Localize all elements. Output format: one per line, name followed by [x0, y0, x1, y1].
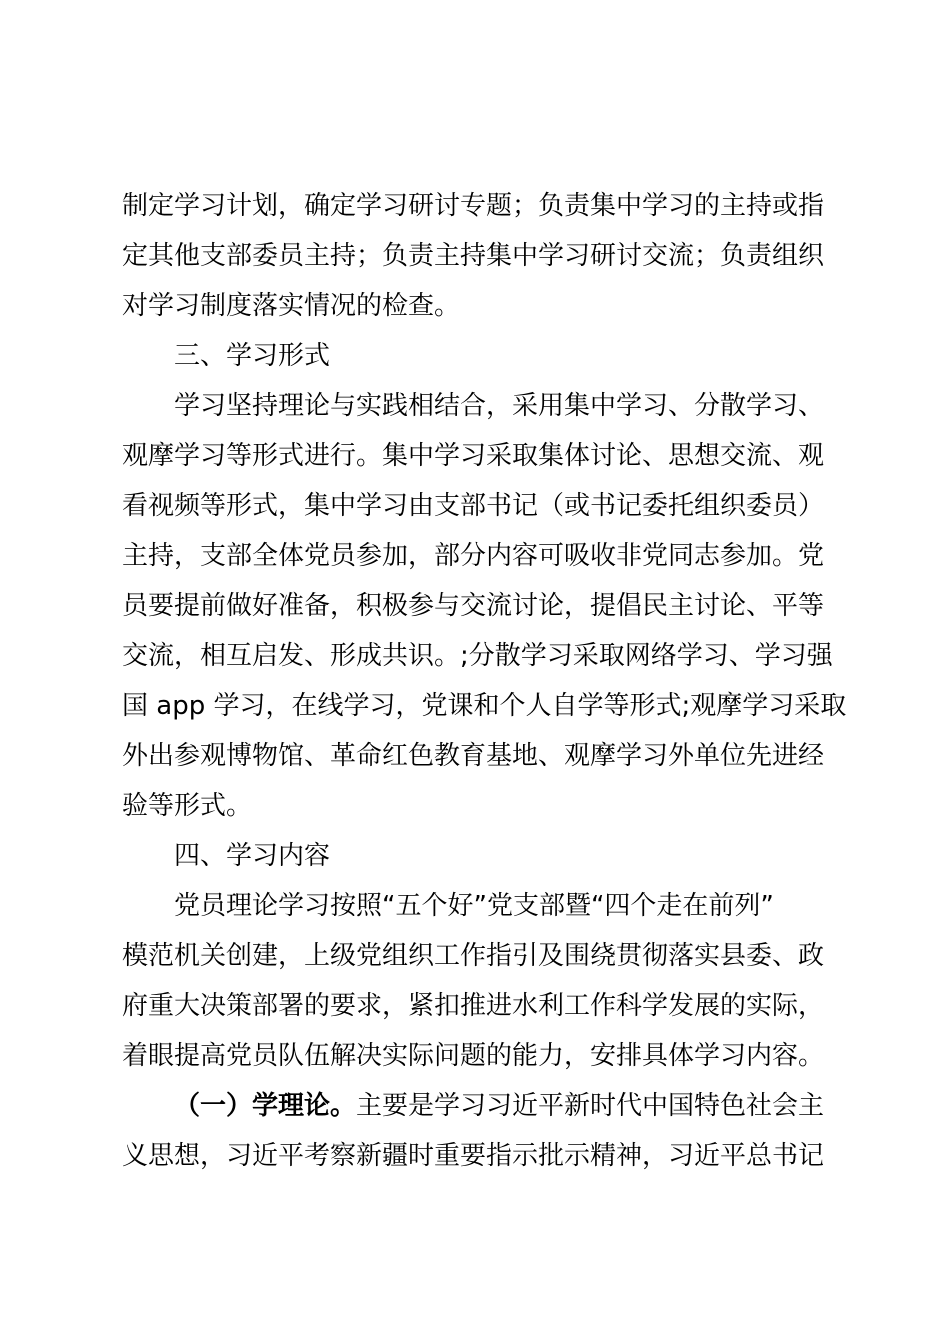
paragraph-line: 制定学习计划，确定学习研讨专题；负责集中学习的主持或指	[122, 191, 825, 221]
paragraph-line: 府重大决策部署的要求，紧扣推进水利工作科学发展的实际，	[122, 991, 825, 1021]
paragraph-line: 员要提前做好准备，积极参与交流讨论，提倡民主讨论、平等	[122, 591, 825, 621]
paragraph-line: 学习坚持理论与实践相结合，采用集中学习、分散学习、	[174, 391, 825, 421]
paragraph-line: 交流，相互启发、形成共识。;分散学习采取网络学习、学习强	[122, 641, 833, 671]
paragraph-line: 义思想，习近平考察新疆时重要指示批示精神，习近平总书记	[122, 1141, 825, 1171]
section-heading: 三、学习形式	[174, 341, 331, 371]
paragraph-line: 定其他支部委员主持；负责主持集中学习研讨交流；负责组织	[122, 241, 825, 271]
paragraph-line: 国 app 学习，在线学习，党课和个人自学等形式;观摩学习采取	[122, 691, 847, 721]
paragraph-line: 验等形式。	[122, 791, 253, 821]
item-one-line	[174, 1086, 834, 1126]
section-heading: 四、学习内容	[174, 841, 331, 871]
paragraph-line: 观摩学习等形式进行。集中学习采取集体讨论、思想交流、观	[122, 441, 825, 471]
paragraph-line: 对学习制度落实情况的检查。	[122, 291, 461, 321]
paragraph-line: 党员理论学习按照“五个好”党支部暨“四个走在前列”	[174, 891, 774, 921]
item-one-text: 主要是学习习近平新时代中国特色社会主	[356, 1091, 825, 1121]
paragraph-line: 外出参观博物馆、革命红色教育基地、观摩学习外单位先进经	[122, 741, 825, 771]
paragraph-line: 主持，支部全体党员参加，部分内容可吸收非党同志参加。党	[122, 541, 825, 571]
paragraph-line: 模范机关创建，上级党组织工作指引及围绕贯彻落实县委、政	[122, 941, 825, 971]
paragraph-line: 着眼提高党员队伍解决实际问题的能力，安排具体学习内容。	[122, 1041, 825, 1071]
paragraph-line: 看视频等形式，集中学习由支部书记（或书记委托组织委员）	[122, 491, 825, 521]
item-one-heading: （一）学理论。	[174, 1091, 357, 1121]
